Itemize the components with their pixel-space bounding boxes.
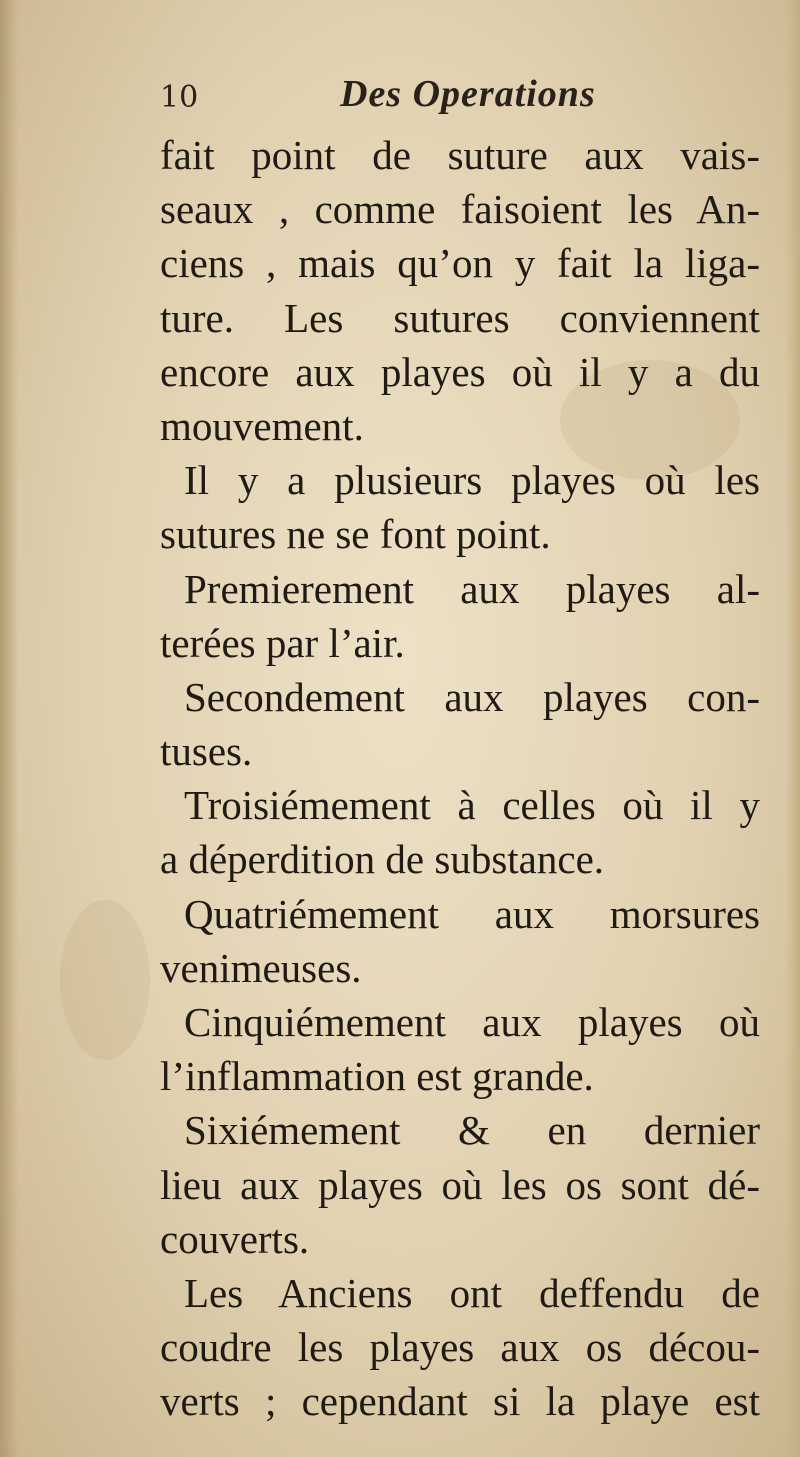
text-line: l’inflammation est grande. (160, 1053, 594, 1100)
text-line: Les Anciens ont deffendu de (184, 1269, 760, 1316)
text-line: Troisiémement à celles où il y (184, 782, 760, 829)
text-line: Secondement aux playes con- (184, 673, 760, 720)
binding-edge (0, 0, 18, 1457)
text-line: fait point de suture aux vais- (160, 132, 760, 178)
text-line: sutures ne se font point. (160, 511, 551, 558)
text-line: tuses. (160, 728, 253, 775)
running-head (160, 72, 760, 122)
text-line: ciens , mais qu’on y fait la liga- (160, 240, 760, 287)
text-line: Quatriémement aux morsures (184, 890, 760, 937)
text-line: Premierement aux playes al- (184, 565, 760, 612)
page-number: 10 (160, 80, 199, 115)
text-line: ture. Les sutures conviennent (160, 294, 760, 341)
text-line: couverts. (160, 1215, 310, 1262)
body-text (160, 128, 760, 1429)
running-title: Des Operations (340, 73, 596, 115)
text-line: verts ; cependant si la playe est (160, 1378, 760, 1425)
page-edge (786, 0, 800, 1457)
text-line: seaux , comme faisoient les An- (160, 186, 760, 233)
text-line: a déperdition de substance. (160, 836, 605, 883)
paper-stain (60, 900, 150, 1060)
text-line: coudre les playes aux os décou- (160, 1324, 760, 1371)
text-line: mouvement. (160, 402, 364, 449)
text-line: lieu aux playes où les os sont dé- (160, 1161, 760, 1208)
text-line: terées par l’air. (160, 619, 405, 666)
text-line: Sixiémement & en dernier (184, 1107, 760, 1154)
text-line: venimeuses. (160, 944, 362, 991)
text-line: encore aux playes où il y a du (160, 348, 760, 395)
text-line: Cinquiémement aux playes où (184, 999, 760, 1045)
text-line: Il y a plusieurs playes où les (184, 457, 760, 504)
